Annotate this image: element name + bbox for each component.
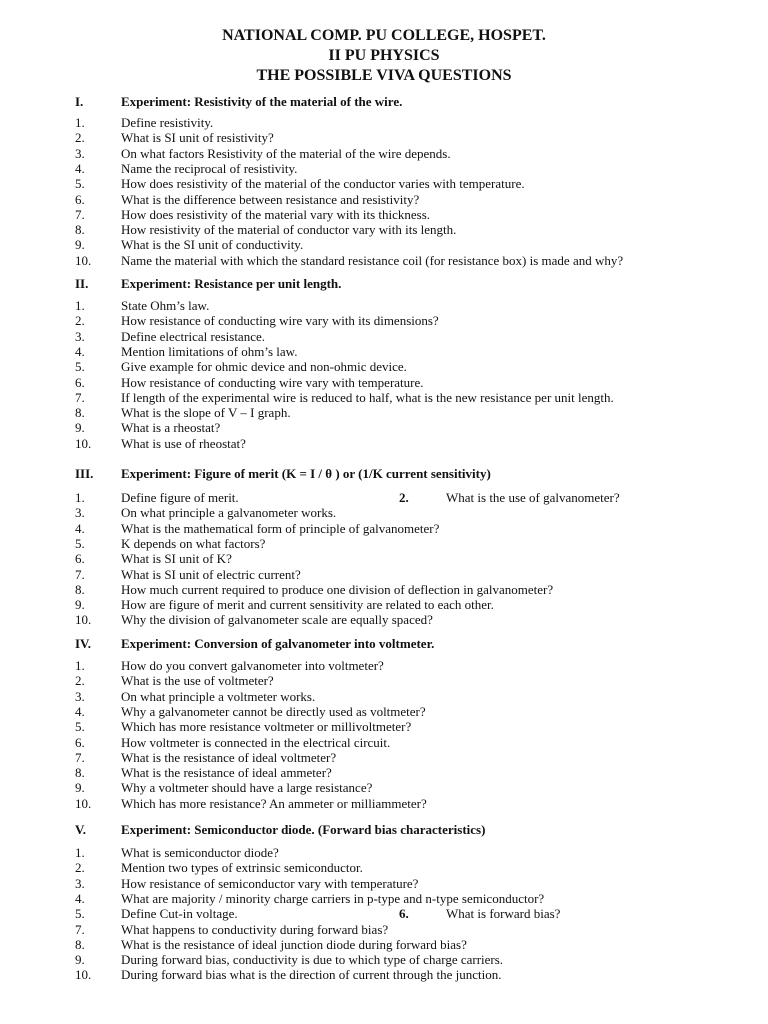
- question-number: 10.: [75, 252, 92, 268]
- question-text: What is the resistance of ideal ammeter?: [121, 765, 332, 781]
- question-text: If length of the experimental wire is reduced to half, what is the new resistance per unit length.: [121, 389, 614, 405]
- question-number: 9.: [75, 952, 85, 968]
- section-title: Experiment: Figure of merit (K = I / θ ) or (1/K current sensitivity): [121, 466, 491, 481]
- college-name: NATIONAL COMP. PU COLLEGE, HOSPET.: [222, 27, 546, 44]
- question-text: Why a galvanometer cannot be directly used as voltmeter?: [121, 703, 426, 719]
- question-number: 1.: [75, 490, 85, 505]
- question-number: 4.: [75, 160, 85, 176]
- question-number: 4.: [75, 890, 85, 906]
- question-text: Define electrical resistance.: [121, 328, 265, 344]
- question-text: What is the SI unit of conductivity.: [121, 237, 304, 253]
- question-number: 7.: [75, 749, 85, 765]
- question-text: Why the division of galvanometer scale are equally spaced?: [121, 612, 433, 628]
- question-text: How resistivity of the material of conductor vary with its length.: [121, 222, 457, 238]
- question-text: How voltmeter is connected in the electrical circuit.: [121, 734, 391, 750]
- question-text: What are majority / minority charge carriers in p-type and n-type semiconductor?: [121, 890, 545, 906]
- question-text: How resistance of conducting wire vary with temperature.: [121, 374, 424, 390]
- question-number: 8.: [75, 936, 85, 952]
- question-number: 1.: [75, 298, 85, 313]
- question-text: How resistance of semiconductor vary with temperature?: [121, 875, 419, 891]
- question-number: 3.: [75, 328, 85, 344]
- section-title: Experiment: Semiconductor diode. (Forward bias characteristics): [121, 822, 486, 837]
- question-number: 5.: [75, 719, 85, 735]
- question-text: How does resistivity of the material vary with its thickness.: [121, 206, 431, 222]
- question-text: What is the use of voltmeter?: [121, 673, 274, 689]
- question-text: Define resistivity.: [121, 115, 214, 130]
- question-text: What is a rheostat?: [121, 420, 221, 436]
- question-number: 7.: [75, 921, 85, 937]
- question-number: 7.: [75, 389, 85, 405]
- question-text: What is semiconductor diode?: [121, 845, 279, 860]
- question-number: 2.: [75, 860, 85, 876]
- question-text: Which has more resistance? An ammeter or milliammeter?: [121, 795, 427, 811]
- question-number: 6.: [75, 734, 85, 750]
- question-number: 2.: [75, 313, 85, 329]
- question-text: What is forward bias?: [446, 906, 561, 922]
- question-text: Define figure of merit.: [121, 490, 239, 505]
- question-text: K depends on what factors?: [121, 535, 266, 551]
- question-text: What is the use of galvanometer?: [446, 490, 620, 505]
- question-number: 9.: [75, 780, 85, 796]
- section-numeral: V.: [75, 822, 86, 837]
- question-number: 8.: [75, 405, 85, 421]
- question-number: 3.: [75, 875, 85, 891]
- course-title: II PU PHYSICS: [328, 47, 440, 64]
- section-numeral: I.: [75, 94, 84, 109]
- question-text: What is the mathematical form of principle of galvanometer?: [121, 520, 440, 536]
- question-text: What is SI unit of K?: [121, 551, 232, 567]
- question-number: 5.: [75, 359, 85, 375]
- question-number: 10.: [75, 967, 92, 983]
- question-number: 10.: [75, 795, 92, 811]
- question-text: What is SI unit of resistivity?: [121, 130, 274, 146]
- question-text: What is the resistance of ideal voltmeter?: [121, 749, 337, 765]
- question-number: 1.: [75, 658, 85, 673]
- question-text: How does resistivity of the material of the conductor varies with temperature.: [121, 176, 525, 192]
- question-text: On what principle a galvanometer works.: [121, 505, 337, 521]
- question-number: 3.: [75, 505, 85, 521]
- question-number: 2.: [75, 673, 85, 689]
- question-text: Name the reciprocal of resistivity.: [121, 160, 298, 176]
- question-number: 10.: [75, 435, 92, 451]
- question-number: 1.: [75, 115, 85, 130]
- question-number: 5.: [75, 176, 85, 192]
- section-numeral: III.: [75, 466, 94, 481]
- question-text: How much current required to produce one division of deflection in galvanometer?: [121, 581, 554, 597]
- question-number: 7.: [75, 206, 85, 222]
- question-number: 1.: [75, 845, 85, 860]
- question-number: 4.: [75, 343, 85, 359]
- question-number: 2.: [75, 130, 85, 146]
- question-number: 3.: [75, 688, 85, 704]
- question-text: What is SI unit of electric current?: [121, 566, 301, 582]
- question-number: 4.: [75, 703, 85, 719]
- question-number: 8.: [75, 765, 85, 781]
- question-number: 6.: [75, 191, 85, 207]
- question-text: During forward bias, conductivity is due to which type of charge carriers.: [121, 952, 504, 968]
- document-title: THE POSSIBLE VIVA QUESTIONS: [256, 67, 512, 84]
- question-number: 4.: [75, 520, 85, 536]
- question-text: What happens to conductivity during forward bias?: [121, 921, 389, 937]
- question-number: 6.: [399, 906, 409, 922]
- question-text: How do you convert galvanometer into voltmeter?: [121, 658, 384, 673]
- question-number: 6.: [75, 374, 85, 390]
- question-text: How resistance of conducting wire vary with its dimensions?: [121, 313, 439, 329]
- question-number: 9.: [75, 597, 85, 613]
- question-text: Why a voltmeter should have a large resistance?: [121, 780, 373, 796]
- section-title: Experiment: Resistivity of the material of the wire.: [121, 94, 403, 109]
- question-number: 8.: [75, 581, 85, 597]
- question-number: 3.: [75, 145, 85, 161]
- question-text: How are figure of merit and current sensitivity are related to each other.: [121, 597, 494, 613]
- question-number: 9.: [75, 420, 85, 436]
- question-number: 6.: [75, 551, 85, 567]
- question-text: What is use of rheostat?: [121, 435, 246, 451]
- question-text: Mention two types of extrinsic semiconductor.: [121, 860, 363, 876]
- question-text: State Ohm’s law.: [121, 298, 210, 313]
- section-numeral: II.: [75, 276, 89, 291]
- question-number: 5.: [75, 906, 85, 922]
- question-number: 5.: [75, 535, 85, 551]
- question-text: Define Cut-in voltage.: [121, 906, 238, 922]
- question-text: Give example for ohmic device and non-ohmic device.: [121, 359, 407, 375]
- question-text: What is the slope of V – I graph.: [121, 405, 291, 421]
- question-text: Mention limitations of ohm’s law.: [121, 343, 298, 359]
- section-title: Experiment: Conversion of galvanometer into voltmeter.: [121, 636, 435, 651]
- question-text: During forward bias what is the direction of current through the junction.: [121, 967, 502, 983]
- section-numeral: IV.: [75, 636, 92, 651]
- question-text: What is the resistance of ideal junction diode during forward bias?: [121, 936, 467, 952]
- question-number: 2.: [399, 490, 409, 505]
- question-text: Which has more resistance voltmeter or millivoltmeter?: [121, 719, 412, 735]
- question-text: On what factors Resistivity of the material of the wire depends.: [121, 145, 451, 161]
- question-number: 7.: [75, 566, 85, 582]
- question-number: 8.: [75, 222, 85, 238]
- section-title: Experiment: Resistance per unit length.: [121, 276, 342, 291]
- question-text: On what principle a voltmeter works.: [121, 688, 316, 704]
- question-number: 9.: [75, 237, 85, 253]
- question-text: What is the difference between resistance and resistivity?: [121, 191, 420, 207]
- question-number: 10.: [75, 612, 92, 628]
- question-text: Name the material with which the standard resistance coil (for resistance box) is made and why?: [121, 252, 624, 268]
